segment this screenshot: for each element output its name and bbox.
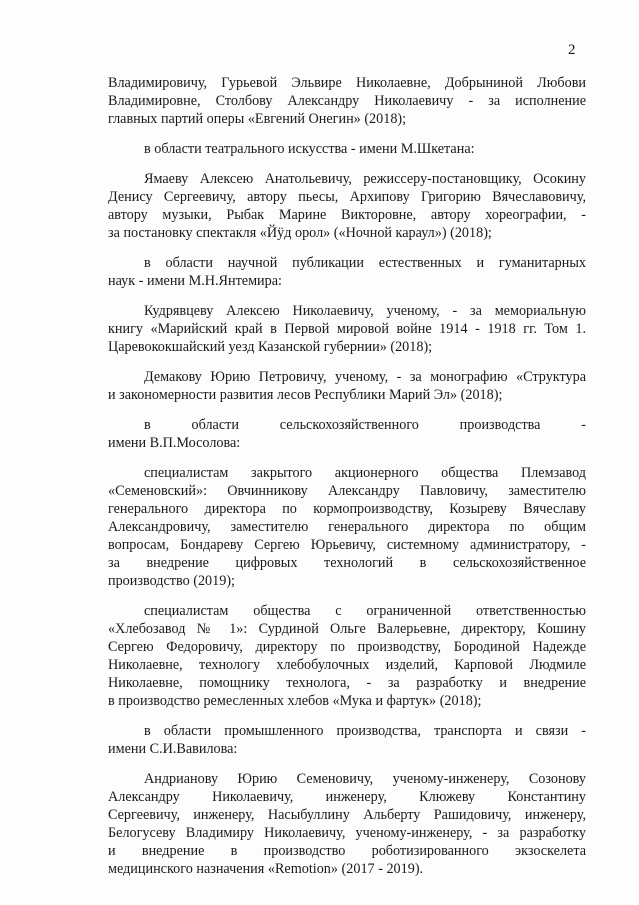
paragraph-line: и закономерности развития лесов Республики Марий Эл» (2018); [108, 387, 503, 403]
paragraph-line: и внедрение в производство роботизированного экзоскелета [108, 843, 586, 859]
paragraph-line: «Семеновский»: Овчинникову Александру Павловичу, заместителю [108, 483, 586, 499]
paragraph-p9 [108, 602, 586, 710]
document-body [108, 74, 586, 890]
paragraph-line: «Хлебозавод № 1»: Сурдиной Ольге Валерьевне, директору, Кошину [108, 621, 586, 637]
paragraph-line: специалистам общества с ограниченной ответственностью [144, 603, 586, 619]
paragraph-line: Николаевне, технологу хлебобулочных изделий, Карповой Людмиле [108, 657, 586, 673]
paragraph-line: Сергеевичу, инженеру, Насыбуллину Альберту Рашидовичу, инженеру, [108, 807, 586, 823]
paragraph-line: наук - имени М.Н.Янтемира: [108, 273, 282, 289]
paragraph-line: Кудрявцеву Алексею Николаевичу, ученому, - за мемориальную [144, 303, 586, 319]
paragraph-line: Белогусеву Владимиру Николаевичу, ученому-инженеру, - за разработку [108, 825, 586, 841]
paragraph-line: специалистам закрытого акционерного общества Племзавод [144, 465, 586, 481]
paragraph-line: Александру Николаевичу, инженеру, Клюжеву Константину [108, 789, 586, 805]
paragraph-line: Андрианову Юрию Семеновичу, ученому-инженеру, Созонову [144, 771, 586, 787]
paragraph-line: Сергею Федоровичу, директору по производству, Бородиной Надежде [108, 639, 586, 655]
paragraph-line: главных партий оперы «Евгений Онегин» (2018); [108, 111, 407, 127]
paragraph-p8 [108, 464, 586, 590]
paragraph-line: книгу «Марийский край в Первой мировой войне 1914 - 1918 гг. Том 1. [108, 321, 586, 337]
paragraph-line: вопросам, Бондареву Сергею Юрьевичу, системному администратору, - [108, 537, 586, 553]
paragraph-line: Владимировичу, Гурьевой Эльвире Николаевне, Добрыниной Любови [108, 75, 586, 91]
paragraph-line: Денису Сергеевичу, автору пьесы, Архипову Григорию Вячеславовичу, [108, 189, 586, 205]
paragraph-p3 [108, 170, 586, 242]
paragraph-line: имени С.И.Вавилова: [108, 741, 238, 757]
paragraph-line: в области промышленного производства, транспорта и связи - [144, 723, 586, 739]
paragraph-p4 [108, 254, 586, 290]
paragraph-p1 [108, 74, 586, 128]
paragraph-line: в производство ремесленных хлебов «Мука и фартук» (2018); [108, 693, 482, 709]
paragraph-line: имени В.П.Мосолова: [108, 435, 241, 451]
paragraph-line: в области театрального искусства - имени М.Шкетана: [144, 141, 475, 157]
paragraph-line: в области научной публикации естественных и гуманитарных [144, 255, 586, 271]
paragraph-line: Ямаеву Алексею Анатольевичу, режиссеру-постановщику, Осокину [144, 171, 586, 187]
paragraph-p6 [108, 368, 586, 404]
paragraph-p10 [108, 722, 586, 758]
paragraph-line: производство (2019); [108, 573, 235, 589]
paragraph-p7 [108, 416, 586, 452]
paragraph-p5 [108, 302, 586, 356]
paragraph-line: автору музыки, Рыбак Марине Викторовне, автору хореографии, - [108, 207, 586, 223]
paragraph-line: генерального директора по кормопроизводству, Козыреву Вячеславу [108, 501, 586, 517]
paragraph-p11 [108, 770, 586, 878]
paragraph-line: за постановку спектакля «Йӱд орол» («Ночной караул») (2018); [108, 225, 492, 241]
paragraph-line: за внедрение цифровых технологий в сельскохозяйственное [108, 555, 586, 571]
paragraph-line: медицинского назначения «Remotion» (2017 - 2019). [108, 861, 424, 877]
paragraph-line: Александровичу, заместителю генерального директора по общим [108, 519, 586, 535]
paragraph-line: Демакову Юрию Петровичу, ученому, - за монографию «Структура [144, 369, 586, 385]
paragraph-p2 [108, 140, 586, 158]
page-number: 2 [568, 42, 576, 58]
paragraph-line: Владимировне, Столбову Александру Николаевичу - за исполнение [108, 93, 586, 109]
paragraph-line: в области сельскохозяйственного производства - [144, 417, 586, 433]
paragraph-line: Царевококшайский уезд Казанской губернии» (2018); [108, 339, 433, 355]
paragraph-line: Николаевне, помощнику технолога, - за разработку и внедрение [108, 675, 586, 691]
